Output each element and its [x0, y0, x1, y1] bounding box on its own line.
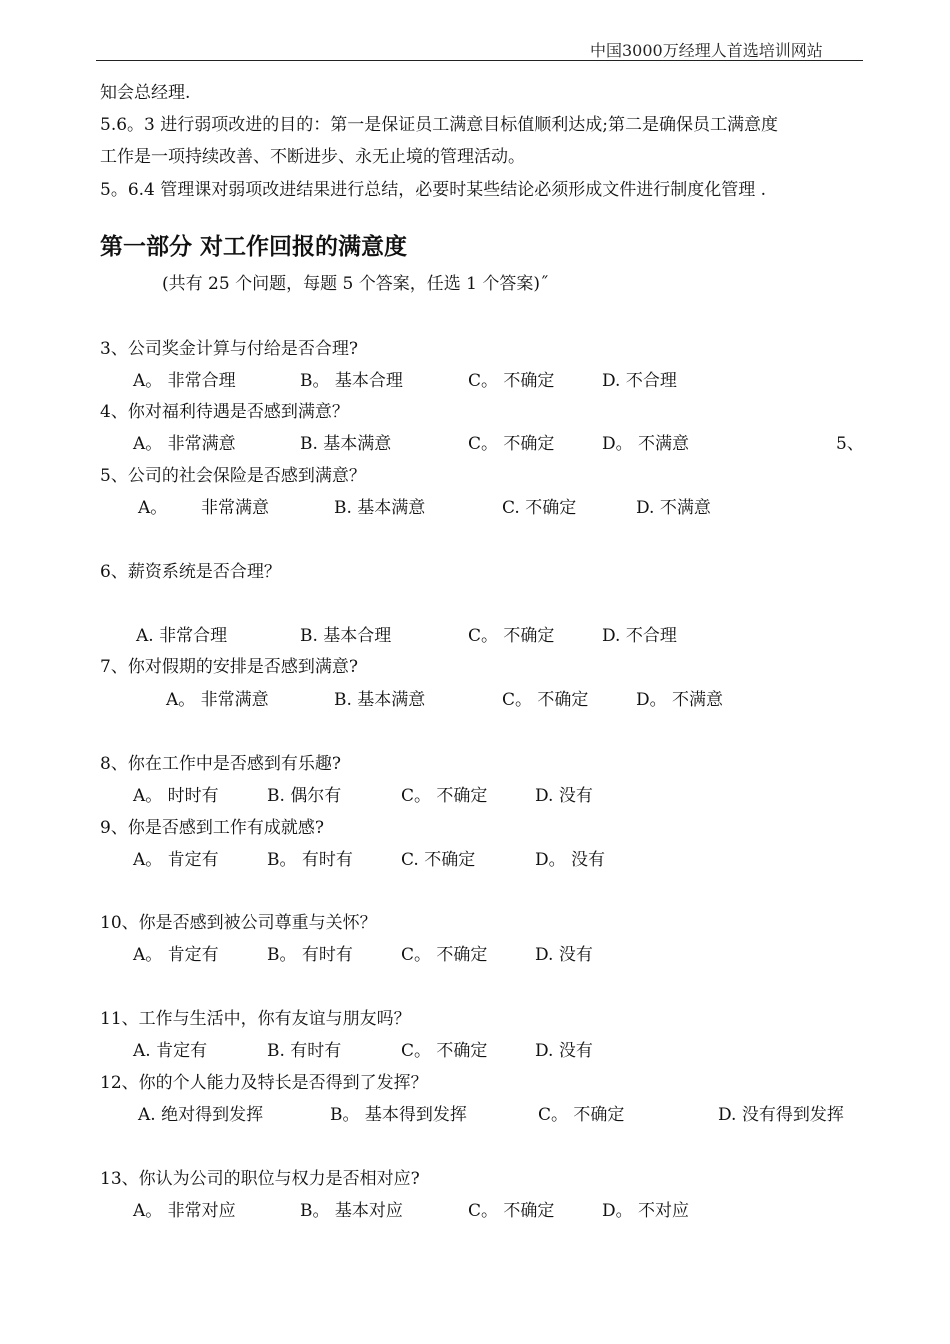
question-13: 13、你认为公司的职位与权力是否相对应?	[100, 1169, 420, 1189]
question-6: 6、薪资系统是否合理？	[100, 562, 281, 582]
q6-option-a: A. 非常合理	[136, 626, 228, 646]
stray-number: 5、	[836, 434, 864, 454]
q7-option-a: A。 非常满意	[166, 690, 269, 710]
q5-option-a-text: 非常满意	[201, 498, 269, 518]
intro-line-2: 5.6。3 进行弱项改进的目的：第一是保证员工满意目标值顺利达成;第二是确保员工满意度	[100, 115, 778, 135]
q10-option-a: A。 肯定有	[133, 945, 219, 965]
q8-option-c: C。 不确定	[401, 786, 488, 806]
q7-option-c: C。 不确定	[502, 690, 589, 710]
q12-option-c: C。 不确定	[538, 1105, 625, 1125]
question-9: 9、你是否感到工作有成就感?	[100, 818, 324, 838]
q3-option-c: C。 不确定	[468, 371, 555, 391]
intro-line-3: 工作是一项持续改善、不断进步、永无止境的管理活动。	[100, 147, 525, 167]
question-8: 8、你在工作中是否感到有乐趣?	[100, 754, 341, 774]
q12-option-d: D. 没有得到发挥	[718, 1105, 844, 1125]
q8-option-d: D. 没有	[535, 786, 593, 806]
q6-option-b: B. 基本合理	[300, 626, 392, 646]
section-title: 第一部分 对工作回报的满意度	[100, 234, 408, 260]
question-7: 7、你对假期的安排是否感到满意?	[100, 657, 358, 677]
question-10: 10、你是否感到被公司尊重与关怀？	[100, 913, 377, 933]
q5-option-d: D. 不满意	[636, 498, 711, 518]
question-5: 5、公司的社会保险是否感到满意？	[100, 466, 366, 486]
q3-option-b: B。 基本合理	[300, 371, 403, 391]
intro-line-1: 知会总经理.	[100, 83, 191, 103]
intro-line-4: 5。6.4 管理课对弱项改进结果进行总结，必要时某些结论必须形成文件进行制度化管理 .	[100, 180, 767, 200]
q4-option-d: D。 不满意	[602, 434, 690, 454]
q13-option-a: A。 非常对应	[133, 1201, 236, 1221]
q9-option-b: B。 有时有	[267, 850, 353, 870]
q5-option-c: C. 不确定	[502, 498, 577, 518]
q9-option-a: A。 肯定有	[133, 850, 219, 870]
q13-option-c: C。 不确定	[468, 1201, 555, 1221]
q4-option-c: C。 不确定	[468, 434, 555, 454]
q8-option-a: A。 时时有	[133, 786, 219, 806]
q3-option-a: A。 非常合理	[133, 371, 236, 391]
q5-option-a-letter: A。	[138, 498, 168, 518]
q10-option-c: C。 不确定	[401, 945, 488, 965]
section-note: (共有 25 个问题，每题 5 个答案，任选 1 个答案)˝	[162, 274, 549, 294]
question-4: 4、你对福利待遇是否感到满意？	[100, 402, 349, 422]
q7-option-b: B. 基本满意	[334, 690, 426, 710]
q11-option-a: A. 肯定有	[133, 1041, 208, 1061]
q11-option-d: D. 没有	[535, 1041, 593, 1061]
q13-option-d: D。 不对应	[602, 1201, 690, 1221]
q13-option-b: B。 基本对应	[300, 1201, 403, 1221]
header-site-title: 中国3000万经理人首选培训网站	[590, 41, 823, 60]
q8-option-b: B. 偶尔有	[267, 786, 342, 806]
q10-option-d: D. 没有	[535, 945, 593, 965]
question-3: 3、公司奖金计算与付给是否合理?	[100, 339, 358, 359]
q11-option-c: C。 不确定	[401, 1041, 488, 1061]
q12-option-b: B。 基本得到发挥	[330, 1105, 467, 1125]
q11-option-b: B. 有时有	[267, 1041, 342, 1061]
q5-option-b: B. 基本满意	[334, 498, 426, 518]
q9-option-c: C. 不确定	[401, 850, 476, 870]
q6-option-c: C。 不确定	[468, 626, 555, 646]
q9-option-d: D。 没有	[535, 850, 606, 870]
q6-option-d: D. 不合理	[602, 626, 677, 646]
q10-option-b: B。 有时有	[267, 945, 353, 965]
question-11: 11、工作与生活中，你有友谊与朋友吗？	[100, 1009, 411, 1029]
q4-option-b: B. 基本满意	[300, 434, 392, 454]
q4-option-a: A。 非常满意	[133, 434, 236, 454]
q12-option-a: A. 绝对得到发挥	[138, 1105, 264, 1125]
q3-option-d: D. 不合理	[602, 371, 677, 391]
q7-option-d: D。 不满意	[636, 690, 724, 710]
header-divider	[96, 60, 863, 61]
question-12: 12、你的个人能力及特长是否得到了发挥？	[100, 1073, 428, 1093]
